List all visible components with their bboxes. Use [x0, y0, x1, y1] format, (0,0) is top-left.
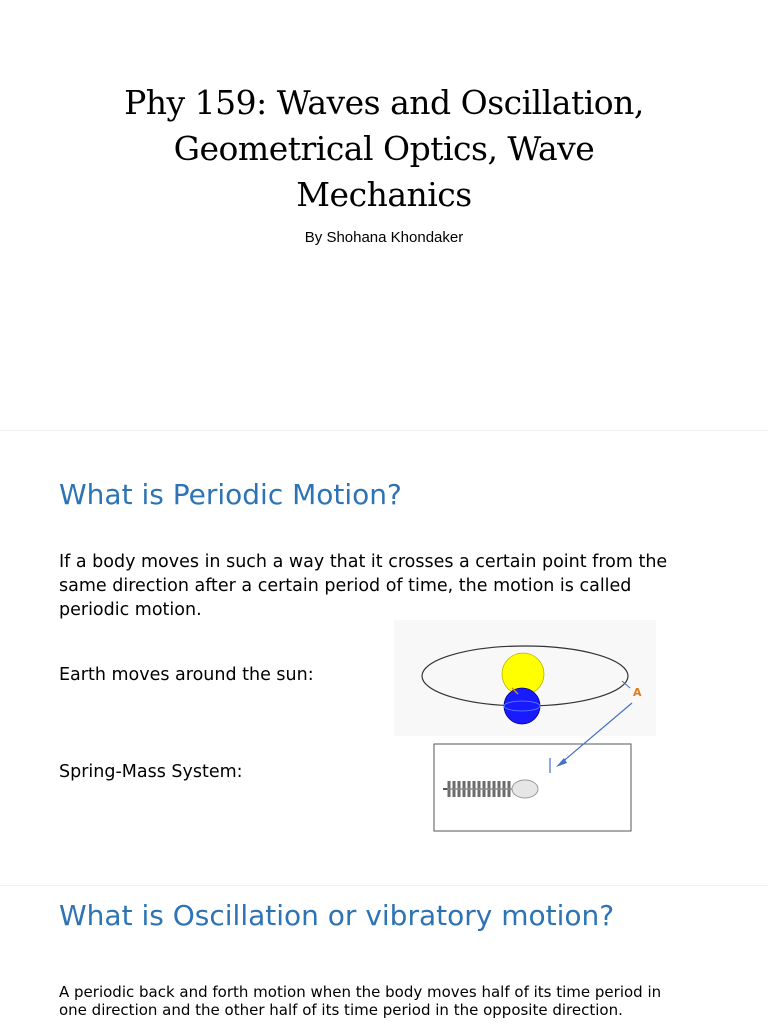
definition-line-1: If a body moves in such a way that it crosses a certain point from the: [59, 552, 668, 572]
oscillation-line-1: A periodic back and forth motion when the body moves half of its time period in: [59, 983, 662, 1001]
title-line-2: Geometrical Optics, Wave: [173, 129, 595, 168]
definition-line-2: same direction after a certain period of time, the motion is called: [59, 576, 632, 596]
oscillation-slide: [0, 885, 768, 1024]
slide-title: [60, 80, 708, 218]
title-slide: [0, 0, 768, 430]
periodic-motion-definition: [59, 550, 667, 622]
connector-arrow-icon: [550, 700, 640, 772]
definition-line-3: periodic motion.: [59, 600, 202, 620]
title-line-1: Phy 159: Waves and Oscillation,: [124, 83, 644, 122]
oscillation-definition: [59, 983, 661, 1019]
title-line-3: Mechanics: [296, 175, 472, 214]
spring-example-label: Spring-Mass System:: [59, 762, 243, 782]
author-subtitle: By Shohana Khondaker: [304, 229, 464, 246]
oscillation-heading: What is Oscillation or vibratory motion?: [59, 899, 615, 932]
earth-example-label: Earth moves around the sun:: [59, 665, 314, 685]
earth-circle: [504, 688, 540, 724]
periodic-motion-heading: What is Periodic Motion?: [59, 478, 402, 511]
periodic-motion-slide: [0, 430, 768, 885]
orbit-label-a: A: [633, 686, 642, 699]
oscillation-line-2: one direction and the other half of its time period in the opposite direction.: [59, 1001, 623, 1019]
mass-ball: [512, 780, 538, 798]
